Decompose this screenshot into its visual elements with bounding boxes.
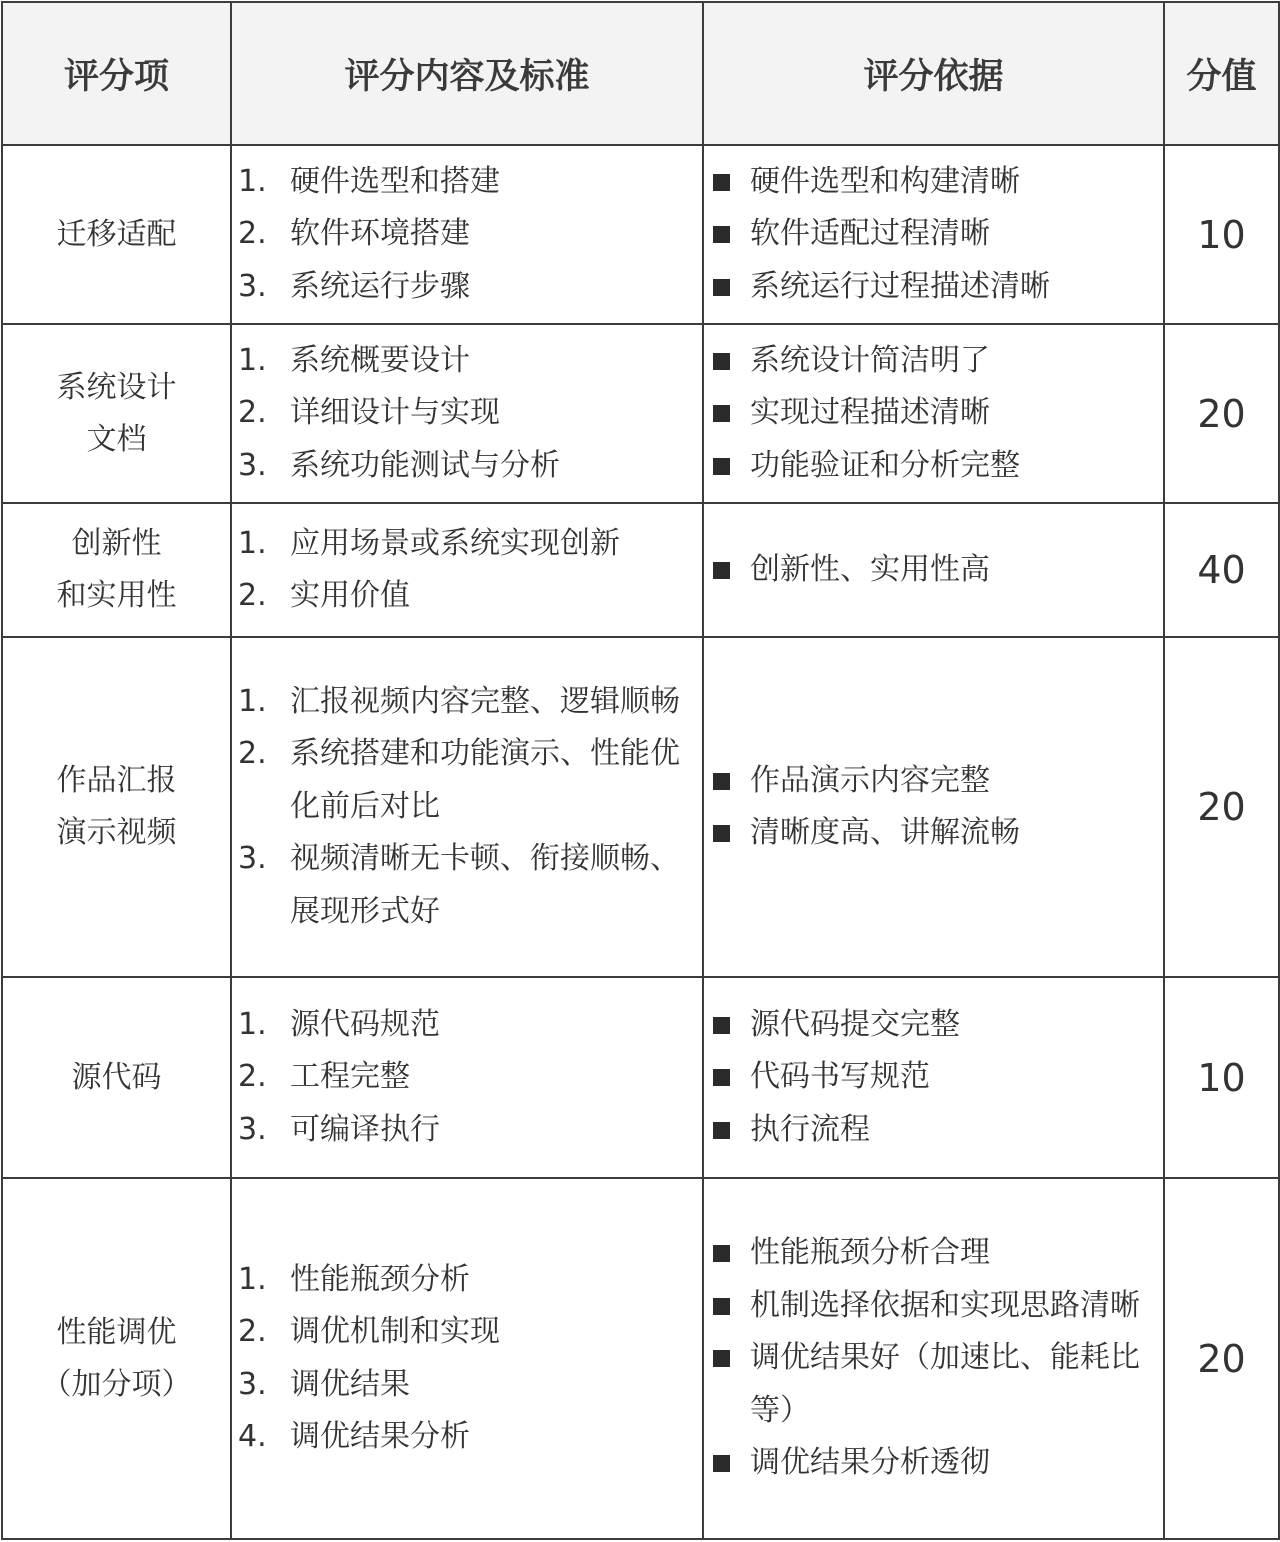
list-item: 创新性、实用性高 (713, 544, 1163, 597)
item-cell (2, 503, 231, 637)
basis-cell (703, 977, 1164, 1178)
item-cell (2, 1178, 231, 1539)
basis-cell (703, 324, 1164, 503)
list-item: 调优结果好（加速比、能耗比等） (713, 1332, 1163, 1437)
header-content: 评分内容及标准 (231, 2, 703, 145)
score-cell: 20 (1164, 637, 1279, 977)
list-item: 2. 调优机制和实现 (238, 1314, 500, 1349)
bullet-square-icon (713, 807, 750, 860)
item-label: 迁移适配 (56, 216, 177, 252)
list-item: 1. 源代码规范 (238, 1006, 440, 1042)
list-item: 执行流程 (713, 1104, 1163, 1157)
list-item: 软件适配过程清晰 (713, 208, 1163, 261)
item-cell (2, 145, 231, 324)
list-item: 2. 详细设计与实现 (238, 395, 500, 431)
header-basis: 评分依据 (703, 2, 1164, 145)
list-item: 硬件选型和构建清晰 (713, 156, 1163, 209)
item-label: 性能调优 (56, 1314, 177, 1350)
bullet-square-icon (713, 440, 750, 493)
item-label: 源代码 (71, 1059, 162, 1095)
criteria-cell (231, 145, 703, 324)
list-item: 1. 性能瓶颈分析 (238, 1261, 470, 1297)
header-score: 分值 (1164, 2, 1279, 145)
list-item: 系统设计简洁明了 (713, 335, 1163, 388)
header-row (2, 2, 1279, 145)
score-cell: 20 (1164, 1178, 1279, 1539)
item-label: 和实用性 (56, 578, 177, 613)
item-label: 系统设计 (56, 369, 177, 405)
item-label: 作品汇报 (56, 763, 177, 798)
bullet-square-icon (713, 1280, 750, 1333)
list-item: 调优结果分析透彻 (713, 1437, 1163, 1490)
list-item: 实现过程描述清晰 (713, 387, 1163, 440)
list-item: 代码书写规范 (713, 1051, 1163, 1104)
table-row (2, 324, 1279, 503)
criteria-cell (231, 1178, 703, 1539)
score-cell: 10 (1164, 145, 1279, 324)
list-item: 性能瓶颈分析合理 (713, 1227, 1163, 1280)
list-item: 3. 系统运行步骤 (238, 268, 470, 304)
score-cell: 40 (1164, 503, 1279, 637)
list-item: 1. 硬件选型和搭建 (238, 163, 500, 199)
list-item: 系统运行过程描述清晰 (713, 261, 1163, 314)
item-cell (2, 977, 231, 1178)
list-item: 2. 工程完整 (238, 1059, 410, 1095)
bullet-square-icon (713, 156, 750, 209)
list-item: 清晰度高、讲解流畅 (713, 807, 1163, 860)
table-row (2, 1178, 1279, 1539)
bullet-square-icon (713, 1332, 750, 1437)
criteria-cell (231, 324, 703, 503)
basis-cell (703, 145, 1164, 324)
item-label: 演示视频 (56, 815, 177, 850)
list-item: 1. 汇报视频内容完整、逻辑顺畅 (238, 683, 680, 719)
bullet-square-icon (713, 387, 750, 440)
scoring-rubric-table (1, 1, 1280, 1540)
bullet-square-icon (713, 544, 750, 597)
list-item: 3. 调优结果 (238, 1366, 410, 1402)
bullet-square-icon (713, 335, 750, 388)
list-item: 2. 系统搭建和功能演示、性能优化前后对比 (238, 736, 680, 824)
table-row (2, 637, 1279, 977)
item-label: （加分项） (41, 1366, 192, 1402)
list-item: 3. 系统功能测试与分析 (238, 447, 560, 483)
list-item: 源代码提交完整 (713, 999, 1163, 1052)
list-item: 作品演示内容完整 (713, 755, 1163, 808)
score-cell: 20 (1164, 324, 1279, 503)
table-row (2, 145, 1279, 324)
table-row (2, 503, 1279, 637)
item-label: 文档 (86, 421, 147, 457)
list-item: 1. 应用场景或系统实现创新 (238, 525, 620, 561)
table-row (2, 977, 1279, 1178)
list-item: 2. 软件环境搭建 (238, 216, 470, 252)
bullet-square-icon (713, 1051, 750, 1104)
list-item: 3. 可编译执行 (238, 1111, 440, 1147)
list-item: 机制选择依据和实现思路清晰 (713, 1280, 1163, 1333)
bullet-square-icon (713, 1104, 750, 1157)
bullet-square-icon (713, 999, 750, 1052)
item-label: 创新性 (71, 526, 162, 561)
list-item: 4. 调优结果分析 (238, 1419, 470, 1454)
criteria-cell (231, 637, 703, 977)
bullet-square-icon (713, 755, 750, 808)
list-item: 1. 系统概要设计 (238, 342, 470, 378)
bullet-square-icon (713, 1437, 750, 1490)
bullet-square-icon (713, 261, 750, 314)
header-item: 评分项 (2, 2, 231, 145)
bullet-square-icon (713, 1227, 750, 1280)
item-cell (2, 324, 231, 503)
bullet-square-icon (713, 208, 750, 261)
list-item: 3. 视频清晰无卡顿、衔接顺畅、展现形式好 (238, 841, 680, 929)
list-item: 2. 实用价值 (238, 578, 410, 613)
criteria-cell (231, 503, 703, 637)
score-cell: 10 (1164, 977, 1279, 1178)
basis-cell (703, 503, 1164, 637)
list-item: 功能验证和分析完整 (713, 440, 1163, 493)
basis-cell (703, 1178, 1164, 1539)
criteria-cell (231, 977, 703, 1178)
basis-cell (703, 637, 1164, 977)
item-cell (2, 637, 231, 977)
